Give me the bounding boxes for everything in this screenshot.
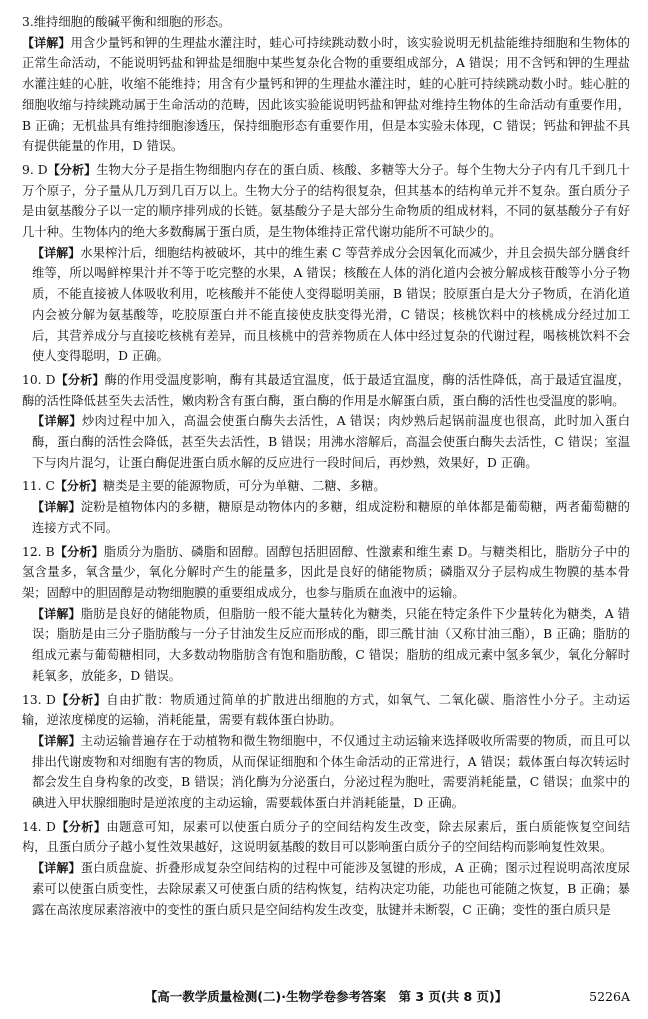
question-paragraph: 13. D【分析】自由扩散：物质通过简单的扩散进出细胞的方式，如氧气、二氧化碳、脂溶性小分子。主动运输，逆浓度梯度的运输，消耗能量，需要有载体蛋白协助。 — [22, 692, 630, 728]
footer-title: 【高一教学质量检测(二)·生物学卷参考答案 第 3 页(共 8 页)】 — [144, 989, 508, 1004]
section-tag: 【分析】 — [55, 692, 107, 707]
explanation-paragraph: 【详解】炒肉过程中加入，高温会使蛋白酶失去活性，A 错误；肉炒熟后起锅前温度也很高，此时加入蛋白酶，蛋白酶的活性会降低，甚至失去活性，B 错误；用沸水溶解后，高温会使蛋白酶失去活性，C 错误；室温下与肉片混匀，让蛋白酶促进蛋白质水解的反应进行一段时间后，再炒熟，效果好，D 正确。 — [32, 414, 630, 470]
explanation-paragraph: 【详解】淀粉是植物体内的多糖，糖原是动物体内的多糖，组成淀粉和糖原的单体都是葡萄糖，两者葡萄糖的连接方式不同。 — [32, 500, 630, 535]
question-paragraph: 10. D【分析】酶的作用受温度影响，酶有其最适宜温度，低于最适宜温度，酶的活性降低，高于最适宜温度，酶的活性降低甚至失去活性，嫩肉粉含有蛋白酶，蛋白酶的作用是水解蛋白质，蛋白酶的活性也受温度的影响。 — [22, 372, 630, 408]
question-paragraph: 12. B【分析】脂质分为脂肪、磷脂和固醇。固醇包括胆固醇、性激素和维生素 D。与糖类相比，脂肪分子中的氢含量多，氧含量少，氧化分解时产生的能量多，因此是良好的储能物质；磷脂双分子层构成生物膜的基本骨架；固醇中的胆固醇是动物细胞膜的重要组成成分，也参与脂质在血液中的运输。 — [22, 544, 630, 600]
question-paragraph: 11. C【分析】糖类是主要的能源物质，可分为单糖、二糖、多糖。 — [22, 479, 386, 494]
section-tag: 【详解】 — [32, 733, 81, 748]
page-footer — [22, 987, 630, 1007]
section-tag: 【详解】 — [32, 414, 82, 429]
explanation-paragraph: 【详解】水果榨汁后，细胞结构被破坏，其中的维生素 C 等营养成分会因氧化而减少，并且会损失部分膳食纤维等，所以喝鲜榨果汁并不等于吃完整的水果，A 错误；核酸在人体的消化道内会被分解成核苷酸等小分子物质，不能直接被人体吸收利用，吃核酸并不能使人变得聪明美丽，B 错误；胶原蛋白是大分子物质，在消化道内会被分解为氨基酸等，吃胶原蛋白并不能直接使皮肤变得光滑，C 错误；核桃饮料中的核桃成分经过加工后，其营养成分与直接吃核桃有差异，而且核桃中的营养物质在人体中经过复杂的代谢过程，喝核桃饮料不会使人变得聪明，D 正确。 — [32, 245, 630, 364]
section-tag: 【分析】 — [47, 162, 97, 177]
explanation-paragraph: 【详解】蛋白质盘旋、折叠形成复杂空间结构的过程中可能涉及氢键的形成，A 正确；图示过程说明高浓度尿素可以使蛋白质变性，去除尿素又可使蛋白质的结构恢复，结构决定功能，功能也可能随之恢复，B 正确；暴露在高浓度尿素溶液中的变性的蛋白质只是空间结构发生改变，肽键并未断裂，C 正确；变性的蛋白质只是 — [32, 861, 630, 917]
section-tag: 【分析】 — [54, 544, 104, 559]
section-tag: 【详解】 — [32, 245, 81, 260]
section-tag: 【分析】 — [55, 372, 105, 387]
page-content — [22, 12, 630, 920]
section-tag: 【详解】 — [32, 861, 81, 876]
section-tag: 【详解】 — [22, 35, 71, 50]
explanation-paragraph: 3.维持细胞的酸碱平衡和细胞的形态。 — [22, 15, 231, 29]
section-tag: 【分析】 — [55, 819, 107, 834]
explanation-paragraph: 【详解】用含少量钙和钾的生理盐水灌注时，蛙心可持续跳动数小时，该实验说明无机盐能维持细胞和生物体的正常生命活动，不能说明钙盐和钾盐是细胞中某些复杂化合物的重要组成部分，A 错误；用不含钙和钾的生理盐水灌注蛙的心脏，收缩不能维持；用含有少量钙和钾的生理盐水灌注时，蛙的心脏可持续跳动数小时。蛙心脏的细胞收缩与持续跳动属于生命活动的范畴，因此该实验能说明钙盐和钾盐对维持生物体的生命活动有重要作用，B 正确；无机盐具有维持细胞渗透压，保持细胞形态有重要作用，但是本实验未体现，C 错误；钙盐和钾盐不具有提供能量的作用，D 错误。 — [22, 35, 630, 154]
footer-code: 5226A — [589, 989, 630, 1004]
section-tag: 【详解】 — [32, 500, 81, 515]
explanation-paragraph: 【详解】脂肪是良好的储能物质，但脂肪一般不能大量转化为糖类，只能在特定条件下少量转化为糖类，A 错误；脂肪是由三分子脂肪酸与一分子甘油发生反应而形成的酯，即三酰甘油（又称甘油三酯），B 正确；脂肪的组成元素与葡萄糖相同，大多数动物脂肪含有饱和脂肪酸，C 错误；脂肪的组成元素中氢多氧少，氧化分解时耗氧多，放能多，D 错误。 — [32, 606, 630, 683]
section-tag: 【分析】 — [54, 479, 103, 494]
explanation-paragraph: 【详解】主动运输普遍存在于动植物和微生物细胞中，不仅通过主动运输来选择吸收所需要的物质，而且可以排出代谢废物和对细胞有害的物质，从而保证细胞和个体生命活动的正常进行，A 错误；载体蛋白每次转运时都会发生自身构象的改变，B 错误；消化酶为分泌蛋白，分泌过程为胞吐，需要消耗能量，C 错误；血浆中的碘进入甲状腺细胞时是逆浓度的主动运输，需要载体蛋白并消耗能量，D 正确。 — [32, 733, 630, 811]
section-tag: 【详解】 — [32, 606, 81, 621]
question-paragraph: 9. D【分析】生物大分子是指生物细胞内存在的蛋白质、核酸、多糖等大分子。每个生物大分子内有几千到几十万个原子，分子量从几万到几百万以上。生物大分子的结构很复杂，但其基本的结构单元并不复杂。蛋白质分子是由氨基酸分子以一定的顺序排列成的长链。氨基酸分子是大部分生命物质的组成材料，不同的氨基酸分子有好几十种。生物体内的绝大多数酶属于蛋白质，是生物体维持正常代谢功能所不可缺少的。 — [22, 162, 630, 240]
question-paragraph: 14. D【分析】由题意可知，尿素可以使蛋白质分子的空间结构发生改变，除去尿素后，蛋白质能恢复空间结构，且蛋白质分子越小复性效果越好，这说明氨基酸的数目可以影响蛋白质分子的空间结构而影响复性效果。 — [22, 819, 630, 855]
